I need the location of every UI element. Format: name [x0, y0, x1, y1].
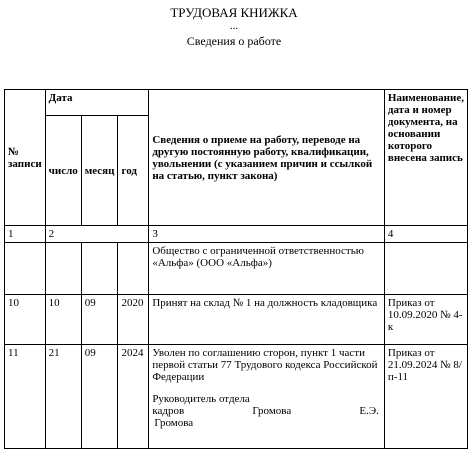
header-month: месяц [81, 116, 118, 226]
record-day: 21 [45, 345, 81, 449]
record-year: 2024 [118, 345, 149, 449]
record-info: Принят на склад № 1 на должность кладовщика [149, 295, 385, 345]
record-number: 11 [5, 345, 46, 449]
record-document: Приказ от 21.09.2024 № 8/п-11 [384, 345, 467, 449]
index-cell: 1 [5, 226, 46, 243]
section-subtitle: Сведения о работе [186, 34, 282, 48]
header-year: год [118, 116, 149, 226]
header-day: число [45, 116, 81, 226]
index-cell: 2 [45, 226, 149, 243]
index-cell: 3 [149, 226, 385, 243]
table-row [5, 345, 468, 449]
signature-sign: Громова [252, 405, 292, 417]
work-record-table [4, 89, 468, 449]
header-date: Дата [45, 90, 149, 116]
signature-dept: кадров [152, 405, 185, 417]
record-info-cell [149, 345, 385, 449]
header-info: Сведения о приеме на работу, переводе на другую постоянную работу, квалификации, увольнении (с указанием причин и ссылкой на статью, пункт закона) [149, 90, 385, 226]
signature-initials: Е.Э. [359, 405, 379, 417]
column-index-row [5, 226, 468, 243]
signature-line [152, 405, 381, 417]
company-name: Общество с ограниченной ответственностью «Альфа» (ООО «Альфа») [149, 243, 385, 295]
index-cell: 4 [384, 226, 467, 243]
header-record-number: № записи [5, 90, 46, 226]
ellipsis: ... [229, 20, 239, 32]
company-row [5, 243, 468, 295]
record-number: 10 [5, 295, 46, 345]
record-month: 09 [81, 295, 118, 345]
table-row [5, 295, 468, 345]
record-info: Уволен по соглашению сторон, пункт 1 части первой статьи 77 Трудового кодекса Российской Федерации [152, 347, 378, 383]
record-document: Приказ от 10.09.2020 № 4-к [384, 295, 467, 345]
document-title: ТРУДОВАЯ КНИЖКА [170, 5, 298, 20]
record-month: 09 [81, 345, 118, 449]
record-year: 2020 [118, 295, 149, 345]
signature-name: Громова [154, 417, 194, 429]
header-document: Наименование, дата и номер документа, на основании которого внесена запись [384, 90, 467, 226]
signature-position: Руководитель отдела [152, 393, 250, 405]
record-day: 10 [45, 295, 81, 345]
